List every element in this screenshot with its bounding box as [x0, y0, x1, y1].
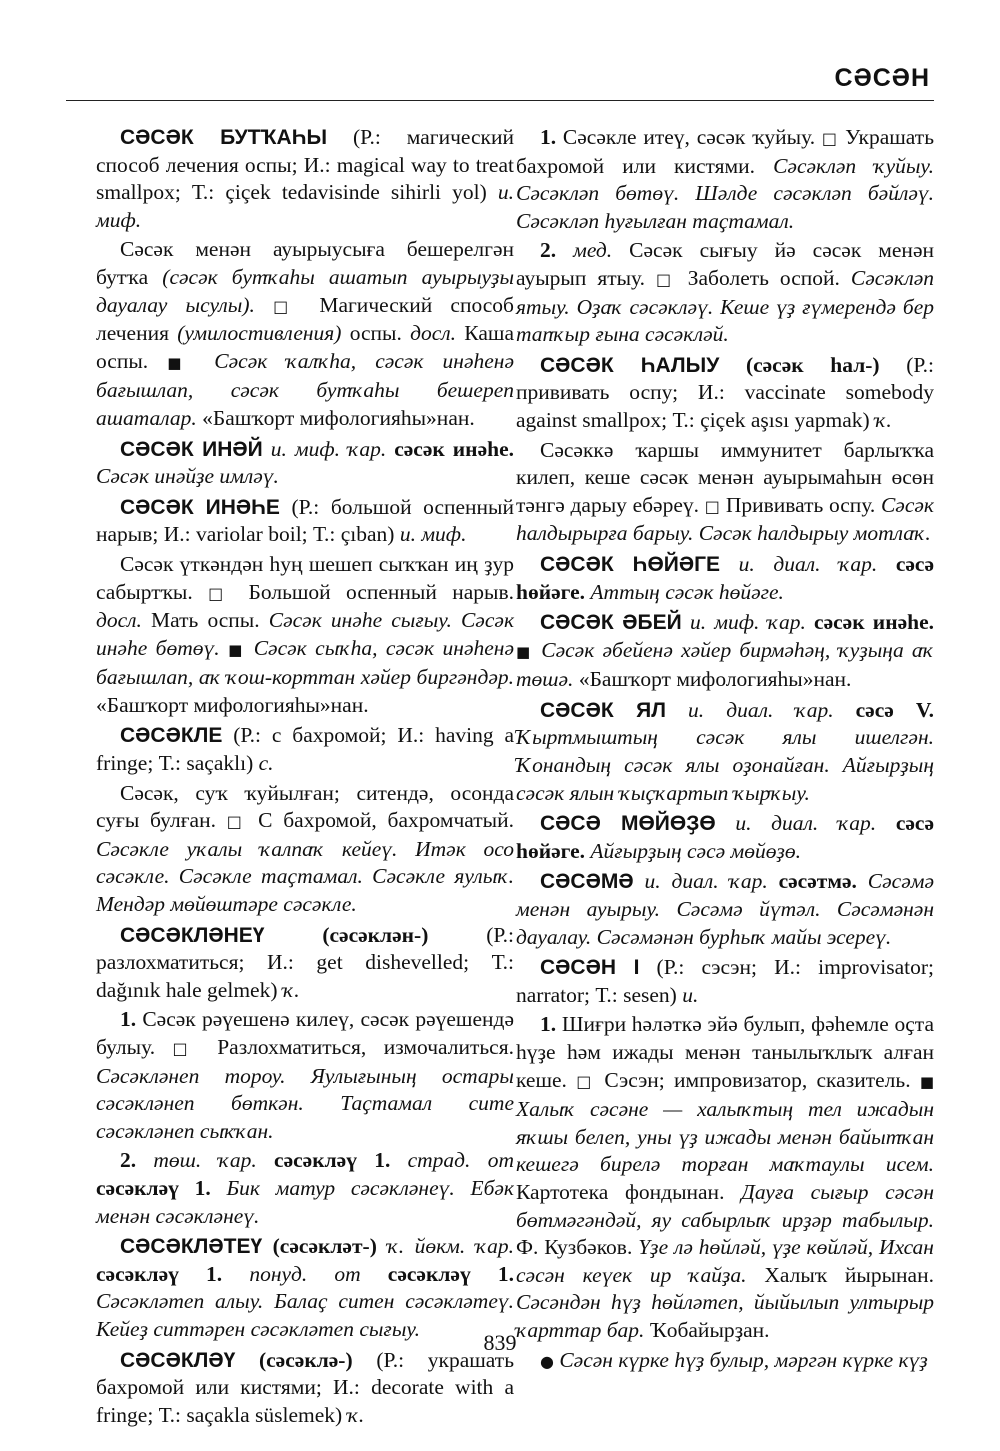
entry-sasaklau: СӘСӘКЛӘҮ (сәсәклә-) (Р.: украшать бахромой или кистями; И.: decorate with a fringe; Т.: saçakla süslemek) ҡ. — [96, 1347, 514, 1427]
entry-sasak-inahe: СӘСӘК ИНӘҺЕ (Р.: большой оспенный нарыв; И.: variolar boil; Т.: çıban) и. миф. Сәсәк үткәндән һуң шешеп сыҡҡан иң ҙур сабыртҡы. □ Большой оспенный нарыв. досл. Мать оспы. Сәсәк инәһе сығыу. Сәсәк инәһе бөтөү. ■ Сәсәк сыҡһа, сәсәк инәһенә бағышлап, аҡ ҡош-корттан хәйер биргәндәр. «Башҡорт мифологияһы»нан. — [96, 494, 514, 717]
entry-sasa-moyoso: СӘСӘ МӨЙӨҘӨ и. диал. ҡар. сәсә һөйәге. Айғырҙың сәсә мөйөҙө. — [516, 811, 934, 863]
cross-reference: сәсәк инәһе. — [394, 436, 514, 461]
entry-sasama: СӘСӘМӘ и. диал. ҡар. сәсәтмә. Сәсәмә менән ауырыу. Сәсәмә йүтәл. Сәсәмәнән дауалау. Сәсәмәнән бурһыҡ майы эсереү. — [516, 869, 935, 949]
headword: СӘСӘК ӘБЕЙ — [540, 611, 682, 635]
headword: СӘСӘ МӨЙӨҘӨ — [540, 812, 716, 836]
translation-marker-icon: □ — [208, 583, 234, 603]
translation-marker-icon: □ — [704, 496, 721, 516]
translation-marker-icon: □ — [226, 812, 248, 832]
cross-reference: сәсә һөйәге. — [516, 811, 934, 863]
entry-sasak-abey: СӘСӘК ӘБЕЙ и. миф. ҡар. сәсәк инәһе. ■ Сәсәк әбейенә хәйер бирмәһәң, ҡуҙыңа аҡ төшә. «Башҡорт мифологияһы»нан. — [516, 610, 935, 692]
translation-marker-icon: □ — [172, 1039, 200, 1058]
headword: СӘСӘК ИНӘҺЕ — [120, 495, 280, 519]
running-head: СӘСӘН — [834, 64, 930, 92]
headword: СӘСӘК ИНӘЙ — [120, 437, 263, 461]
headword: СӘСӘК ҺӨЙӘГЕ — [540, 552, 721, 576]
entry-sasak-yal: СӘСӘК ЯЛ и. диал. ҡар. сәсә V. Ҡыртмыштың сәсәк ялы ишелгән. Ҡонандың сәсәк ялы оҙонайған. Айғырҙың сәсәк ялын ҡыҫҡартып ҡырҡыу. — [516, 697, 934, 805]
headword: СӘСӘКЛӘТЕҮ — [120, 1235, 263, 1259]
folklore-marker-icon: ■ — [919, 1072, 935, 1091]
entry-sasaklau-senses: 1. Сәсәкле итеү, сәсәк ҡуйыу. □ Украшать бахромой или кистями. Сәсәкләп ҡуйыу. Сәсәкләп бөтөү. Шәлде сәсәкләп бәйләү. Сәсәкләп һуғылған таҫтамал. 2. мед. Сәсәк сығыу йә сәсәк менән ауырып ятыу. □ Заболеть оспой. Сәсәкләп ятыу. Оҙаҡ сәсәкләү. Кеше үҙ ғүмерендә бер тапҡыр ғына сәсәкләй. — [516, 125, 934, 347]
entry-sasak-hoyage: СӘСӘК ҺӨЙӘГЕ и. диал. ҡар. сәсә һөйәге. Аттың сәсәк һөйәге. — [516, 551, 934, 604]
entry-sasak-halyu: СӘСӘК ҺАЛЫУ (сәсәк һал-) (Р.: прививать оспу; И.: vaccinate somebody against smallpox; Т.: çiçek aşısı yapmak) ҡ. Сәсәккә ҡаршы иммунитет барлыҡҡа килеп, кеше сәсәк менән ауырымаһын өсөн тәнгә дарыу ебәреү. □ Прививать оспу. Сәсәк һалдырырға барыу. Сәсәк һалдырыу мотлаҡ. — [516, 352, 935, 546]
entry-sasaklateu: СӘСӘКЛӘТЕҮ (сәсәкләт-) ҡ. йөкм. ҡар. сәсәкләү 1. понуд. от сәсәкләү 1. Сәсәкләтеп алыу. Балаҫ ситен сәсәкләтеү. Кейеҙ ситтәрен сәсәкләтеп сығыу. — [96, 1234, 514, 1341]
entry-sasak-inai: СӘСӘК ИНӘЙ и. миф. ҡар. сәсәк инәһе. Сәсәк инәйҙе имләү. — [96, 436, 514, 489]
folklore-marker-icon: ■ — [228, 640, 246, 659]
cross-reference: сәсә V. — [855, 697, 934, 722]
page-number: 839 — [483, 1330, 517, 1355]
entry-sasan-1: СӘСӘН I (Р.: сэсэн; И.: improvisator; narrator; Т.: sesen) и. 1. Шиғри һәләткә эйә булып, фәһемле оҫта һүҙе һәм ижады менән танылыҡлыҡ алған кеше. □ Сэсэн; импровизатор, сказитель. ■ Халыҡ сәсәне — халыҡтың тел ижадын яҡшы белеп, уны үҙ ижады менән байытҡан кешегә бирелә торған маҡтаулы исем. Картотека фондынан. Дауға сығыр сәсән бөтмәгәндәй, яу сабырлыҡ ирҙәр табылыр. Ф. Кузбәков. Үҙе лә һөйләй, үҙе көйләй, Ихсан сәсән кеүек ир ҡайҙа. Халыҡ йырынан. Сәсәндән һүҙ һөйләтеп, йыйылып ултырыр ҡарттар бар. Ҡобайырҙан. ● Сәсән күрке һүҙ булыр, мәргән күрке күҙ — [516, 955, 935, 1372]
headword: СӘСӘКЛӘНЕҮ — [120, 923, 265, 947]
folklore-marker-icon: ■ — [516, 642, 534, 661]
entry-sasak-butkahy: СӘСӘК БУТҠАҺЫ (Р.: магический способ лечения оспы; И.: magical way to treat smallpox; Т.: çiçek tedavisinde sihirli yol) и. миф. Сәсәк менән ауырыусыға бешерелгән бутҡа (сәсәк бутҡаһы ашатып ауырыуҙы дауалау ысулы). □ Магический способ лечения (умилостивления) оспы. досл. Каша оспы. ■ Сәсәк ҡалҡһа, сәсәк инәһенә бағышлап, сәсәк бутҡаһы бешереп ашаталар. «Башҡорт мифологияһы»нан. — [96, 125, 515, 430]
translation-marker-icon: □ — [273, 296, 302, 316]
translation-marker-icon: □ — [656, 269, 677, 289]
entry-sasaklaneu: СӘСӘКЛӘНЕҮ (сәсәклән-) (Р.: разлохматиться; И.: get dishevelled; Т.: dağınık hale gelmek) ҡ. 1. Сәсәк рәүешенә килеү, сәсәк рәүешендә булыу. □ Разлохматиться, измочалиться. Сәсәкләнеп тороу. Яулығының остары сәсәкләнеп бөткән. Таҫтамал сите сәсәкләнеп сыҡҡан. 2. төш. ҡар. сәсәкләү 1. страд. от сәсәкләү 1. Бик матур сәсәкләнеү. Ебәк менән сәсәкләнеү. — [96, 922, 515, 1228]
translation-marker-icon: □ — [576, 1071, 596, 1091]
translation-marker-icon: □ — [821, 129, 839, 148]
entry-sasakle: СӘСӘКЛЕ (Р.: с бахромой; И.: having a fringe; Т.: saçaklı) с. Сәсәк, суҡ ҡуйылған; ситендә, осонда суғы булған. □ С бахромой, бахромчатый. Сәсәкле уҡалы ҡалпаҡ кейеү. Итәк осо сәсәкле. Сәсәкле таҫтамал. Сәсәкле яулыҡ. Мендәр мөйөштәре сәсәкле. — [96, 723, 515, 917]
headword: СӘСӘМӘ — [540, 870, 634, 894]
headword: СӘСӘН I — [540, 956, 640, 980]
folklore-marker-icon: ■ — [167, 353, 196, 372]
header-rule — [66, 100, 934, 101]
headword: СӘСӘК БУТҠАҺЫ — [120, 126, 328, 149]
cross-reference: сәсә һөйәге. — [516, 551, 934, 604]
bullet-icon: ● — [540, 1351, 554, 1371]
right-column — [516, 124, 934, 1378]
headword: СӘСӘКЛӘҮ — [120, 1348, 236, 1372]
headword: СӘСӘК ЯЛ — [540, 698, 666, 722]
headword: СӘСӘКЛЕ — [120, 724, 223, 748]
left-column — [96, 124, 514, 1432]
cross-reference: сәсәк инәһе. — [814, 610, 935, 635]
headword: СӘСӘК ҺАЛЫУ — [540, 353, 720, 377]
cross-reference: сәсәтмә. — [778, 869, 857, 894]
